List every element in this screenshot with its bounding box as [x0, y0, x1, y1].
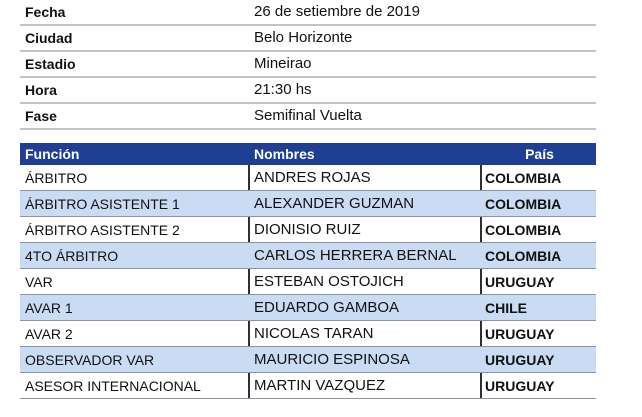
cell-role: ÁRBITRO ASISTENTE 2	[25, 222, 180, 238]
cell-role: ASESOR INTERNACIONAL	[25, 378, 201, 394]
cell-country: URUGUAY	[485, 378, 555, 394]
table-row	[20, 347, 596, 373]
cell-country: COLOMBIA	[485, 222, 562, 238]
cell-role: AVAR 1	[25, 300, 73, 316]
cell-country: URUGUAY	[485, 274, 555, 290]
table-row	[20, 191, 596, 217]
cell-country: CHILE	[485, 300, 527, 316]
info-value: Belo Horizonte	[254, 29, 353, 46]
cell-role: ÁRBITRO ASISTENTE 1	[25, 196, 180, 212]
match-info-table	[20, 0, 596, 130]
cell-country: COLOMBIA	[485, 248, 562, 264]
table-row	[20, 321, 596, 347]
cell-name: MAURICIO ESPINOSA	[254, 351, 410, 368]
info-value: Mineirao	[254, 55, 312, 72]
info-label: Fase	[25, 108, 57, 124]
info-row-hora	[20, 78, 596, 104]
cell-country: COLOMBIA	[485, 196, 562, 212]
cell-role: OBSERVADOR VAR	[25, 352, 155, 368]
cell-name: DIONISIO RUIZ	[254, 221, 361, 238]
cell-country: URUGUAY	[485, 352, 555, 368]
cell-name: NICOLAS TARAN	[254, 325, 374, 342]
info-row-fase	[20, 104, 596, 130]
cell-country: COLOMBIA	[485, 170, 562, 186]
info-row-ciudad	[20, 26, 596, 52]
table-row	[20, 165, 596, 191]
info-value: 21:30 hs	[254, 81, 312, 98]
cell-name: EDUARDO GAMBOA	[254, 299, 400, 316]
info-label: Estadio	[25, 56, 76, 72]
info-value: Semifinal Vuelta	[254, 107, 362, 124]
info-label: Ciudad	[25, 30, 73, 46]
info-row-fecha	[20, 0, 596, 26]
info-value: 26 de setiembre de 2019	[254, 3, 420, 20]
cell-name: ALEXANDER GUZMAN	[254, 195, 415, 212]
info-label: Hora	[25, 82, 57, 98]
header-nombres: Nombres	[254, 146, 315, 162]
cell-name: ANDRES ROJAS	[254, 169, 371, 186]
header-pais: País	[525, 146, 554, 162]
officials-table	[20, 143, 596, 399]
cell-role: VAR	[25, 274, 53, 290]
cell-name: ESTEBAN OSTOJICH	[254, 273, 404, 290]
cell-country: URUGUAY	[485, 326, 555, 342]
table-row	[20, 373, 596, 399]
table-row	[20, 269, 596, 295]
table-header	[20, 143, 596, 165]
cell-name: CARLOS HERRERA BERNAL	[254, 247, 457, 264]
cell-role: 4TO ÁRBITRO	[25, 248, 119, 264]
header-funcion: Función	[25, 146, 80, 162]
table-row	[20, 243, 596, 269]
cell-name: MARTIN VAZQUEZ	[254, 377, 386, 394]
cell-role: AVAR 2	[25, 326, 73, 342]
info-label: Fecha	[25, 4, 66, 20]
table-row	[20, 295, 596, 321]
info-row-estadio	[20, 52, 596, 78]
table-row	[20, 217, 596, 243]
cell-role: ÁRBITRO	[25, 170, 88, 186]
